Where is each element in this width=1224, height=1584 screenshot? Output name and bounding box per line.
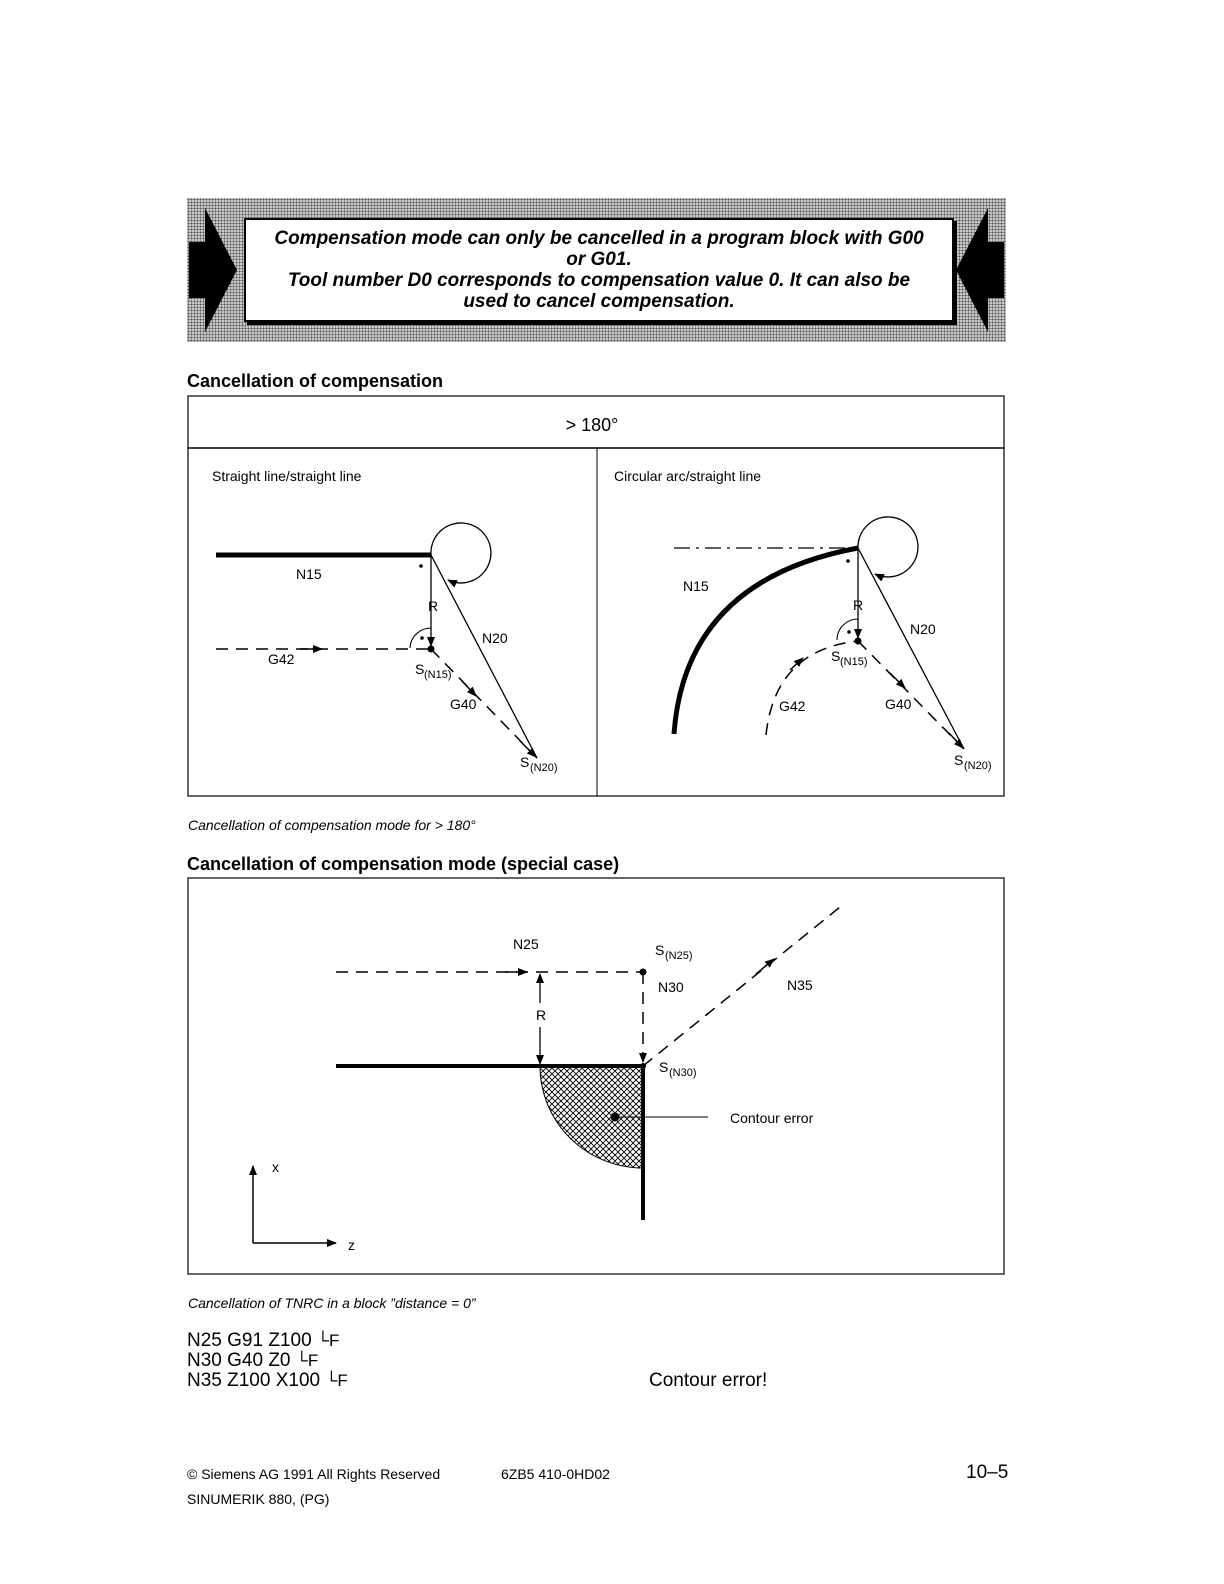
g40-arrow — [890, 673, 905, 688]
label-s: S — [831, 648, 841, 664]
program-remark: Contour error! — [649, 1370, 768, 1391]
label-s-sub: (N20) — [964, 760, 992, 772]
angle-arc — [431, 523, 491, 583]
note-line: used to cancel compensation. — [463, 291, 735, 312]
program-line — [187, 1351, 348, 1371]
label-s: S — [954, 752, 964, 768]
angle-arc — [858, 517, 918, 577]
footer-order-number: 6ZB5 410-0HD02 — [501, 1466, 610, 1482]
label-s: S — [655, 942, 665, 958]
label-s-sub: (N20) — [530, 762, 558, 774]
footer-copyright: © Siemens AG 1991 All Rights Reserved — [187, 1466, 441, 1482]
line-feed-symbol: └F — [295, 1351, 319, 1370]
label-contour-error: Contour error — [730, 1110, 814, 1126]
program-code: N25 G91 Z100 — [187, 1330, 312, 1351]
table-frame — [188, 396, 1004, 796]
page-number: 10–5 — [966, 1462, 1009, 1483]
right-panel-title: Circular arc/straight line — [614, 468, 762, 484]
section-heading-cancellation: Cancellation of compensation — [187, 371, 444, 391]
angle-dot — [846, 559, 850, 563]
left-panel-title: Straight line/straight line — [212, 468, 362, 484]
label-n20: N20 — [910, 621, 936, 637]
angle-dot — [419, 564, 423, 568]
label-s-sub: (N30) — [669, 1067, 697, 1079]
label-g42: G42 — [268, 651, 295, 667]
section-heading-special-case: Cancellation of compensation mode (special case) — [187, 854, 620, 874]
right-angle-arc — [837, 619, 858, 640]
label-n25: N25 — [513, 936, 539, 952]
figure-caption-1: Cancellation of compensation mode for > 180° — [188, 817, 476, 833]
label-n35: N35 — [787, 977, 813, 993]
label-s-sub: (N15) — [840, 656, 868, 668]
label-g42: G42 — [779, 698, 806, 714]
label-s-sub: (N15) — [424, 669, 452, 681]
n35-arrow — [756, 959, 774, 974]
z-axis-label: z — [348, 1237, 355, 1253]
label-g40: G40 — [885, 696, 912, 712]
contour-n20 — [858, 548, 964, 749]
label-n15: N15 — [683, 578, 709, 594]
table-header-text: > 180° — [565, 415, 619, 435]
label-r: R — [428, 598, 439, 614]
g40-arrow — [462, 681, 476, 696]
note-line: Tool number D0 corresponds to compensation value 0. It can also be — [287, 270, 911, 291]
label-s: S — [520, 754, 530, 770]
g40-path — [858, 641, 964, 749]
note-line: Compensation mode can only be cancelled in a program block with G00 — [274, 228, 924, 249]
right-angle-dot — [847, 630, 851, 634]
label-g40: G40 — [450, 696, 477, 712]
contour-arc-n15 — [674, 548, 858, 734]
contour-n20 — [431, 555, 537, 758]
right-angle-dot — [420, 636, 424, 640]
label-s: S — [659, 1059, 669, 1075]
program-listing — [187, 1331, 348, 1391]
program-code: N35 Z100 X100 — [187, 1370, 321, 1391]
footer-product: SINUMERIK 880, (PG) — [187, 1491, 330, 1507]
label-s-sub: (N25) — [665, 950, 693, 962]
g42-arrow — [790, 658, 803, 670]
line-feed-symbol: └F — [316, 1331, 340, 1350]
label-r: R — [536, 1007, 547, 1023]
label-n15: N15 — [296, 566, 322, 582]
label-n20: N20 — [482, 630, 508, 646]
program-line — [187, 1331, 348, 1351]
line-feed-symbol: └F — [325, 1371, 348, 1390]
label-n30: N30 — [658, 979, 684, 995]
program-line — [187, 1371, 348, 1391]
label-r: R — [853, 597, 864, 613]
x-axis-label: x — [272, 1159, 279, 1175]
figure-caption-2: Cancellation of TNRC in a block ”distance = 0” — [188, 1295, 476, 1311]
label-s: S — [415, 661, 425, 677]
g40-arrow — [949, 733, 963, 748]
note-line: or G01. — [566, 249, 632, 270]
program-code: N30 G40 Z0 — [187, 1350, 291, 1371]
